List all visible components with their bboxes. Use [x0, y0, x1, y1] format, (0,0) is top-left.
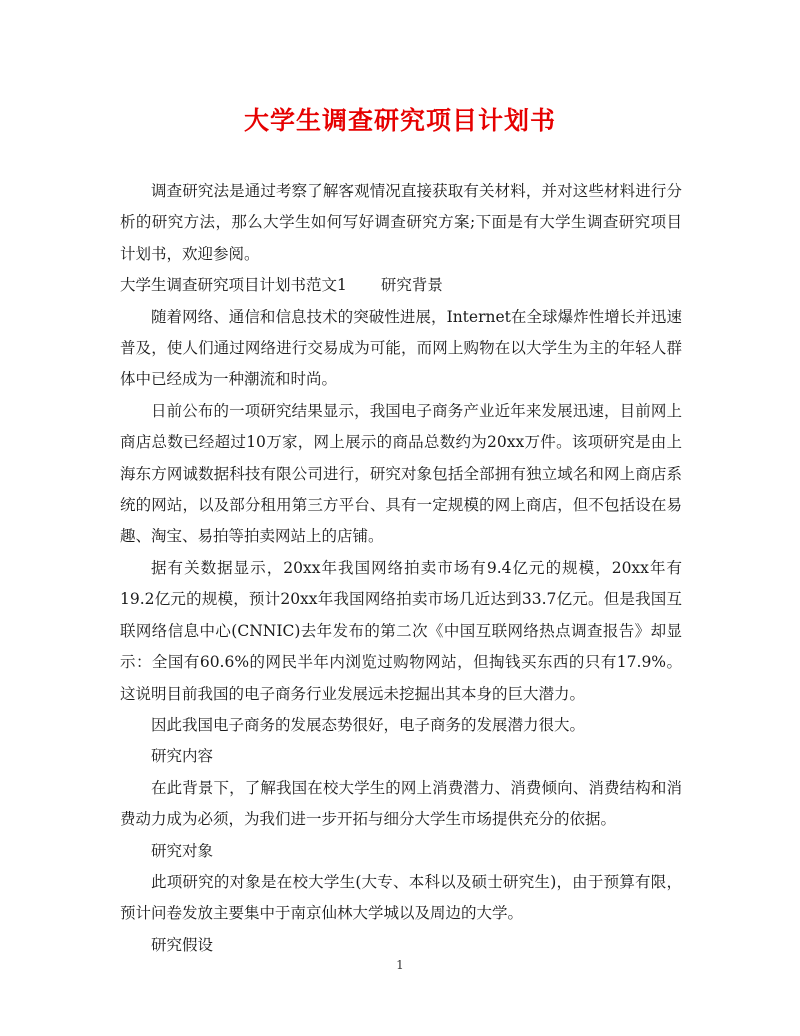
- page-number: 1: [396, 958, 404, 972]
- section-heading-background: 研究背景: [380, 276, 443, 295]
- sample-heading: 大学生调查研究项目计划书范文1: [120, 276, 347, 295]
- background-paragraph-1: 随着网络、通信和信息技术的突破性进展，Internet在全球爆炸性增长并迅速普及，使人们通过网络进行交易成为可能，而网上购物在以大学生为主的年轻人群体中已经成为一种潮流和时尚。: [120, 307, 682, 389]
- section-heading-hypothesis: 研究假设: [151, 935, 214, 954]
- background-paragraph-3: 据有关数据显示，20xx年我国网络拍卖市场有9.4亿元的规模，20xx年有19.2亿元的规模，预计20xx年我国网络拍卖市场几近达到33.7亿元。但是我国互联网络信息中心(CNNIC)去年发布的第二次《中国互联网络热点调查报告》却显示：全国有60.6%的网民半年内浏览过购物网站，但掏钱买东西的只有17.9%。这说明目前我国的电子商务行业发展远未挖掘出其本身的巨大潜力。: [120, 558, 682, 703]
- document-body: [120, 176, 682, 961]
- object-paragraph: 此项研究的对象是在校大学生(大专、本科以及硕士研究生)，由于预算有限，预计问卷发放主要集中于南京仙林大学城以及周边的大学。: [120, 872, 682, 923]
- section-heading-object: 研究对象: [151, 841, 214, 860]
- content-paragraph: 在此背景下，了解我国在校大学生的网上消费潜力、消费倾向、消费结构和消费动力成为必须，为我们进一步开拓与细分大学生市场提供充分的依据。: [120, 778, 682, 829]
- document-title: 大学生调查研究项目计划书: [243, 106, 556, 135]
- background-paragraph-2: 日前公布的一项研究结果显示，我国电子商务产业近年来发展迅速，目前网上商店总数已经超过10万家，网上展示的商品总数约为20xx万件。该项研究是由上海东方网诚数据科技有限公司进行，研究对象包括全部拥有独立域名和网上商店系统的网站，以及部分租用第三方平台、具有一定规模的网上商店，但不包括设在易趣、淘宝、易拍等拍卖网站上的店铺。: [120, 401, 682, 546]
- intro-paragraph: 调查研究法是通过考察了解客观情况直接获取有关材料，并对这些材料进行分析的研究方法，那么大学生如何写好调查研究方案;下面是有大学生调查研究项目计划书，欢迎参阅。: [120, 182, 682, 263]
- background-paragraph-4: 因此我国电子商务的发展态势很好，电子商务的发展潜力很大。: [151, 715, 586, 734]
- section-heading-content: 研究内容: [151, 747, 214, 766]
- sample-heading-line: [120, 270, 682, 301]
